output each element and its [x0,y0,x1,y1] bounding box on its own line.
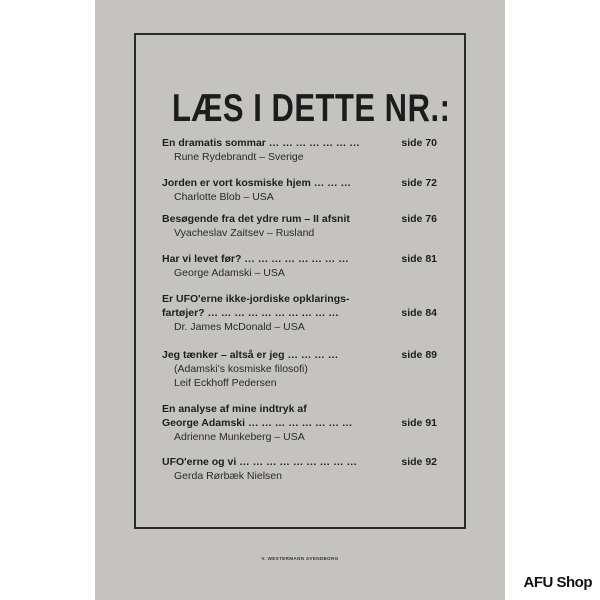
entry-title-line [162,136,437,150]
contents-entry [162,136,437,164]
entry-title-line [162,292,437,306]
entry-author: (Adamski's kosmiske filosofi) [174,363,308,375]
contents-entry [162,402,437,444]
entry-title: Jorden er vort kosmiske hjem … … … [162,177,352,189]
entry-author: Charlotte Blob – USA [174,191,274,203]
entry-title: En analyse af mine indtryk af [162,403,307,415]
entry-author: Rune Rydebrandt – Sverige [174,151,304,163]
entry-title-line [162,416,437,430]
shop-watermark: AFU Shop [523,574,592,591]
contents-entry [162,292,437,334]
entry-title-line [162,348,437,362]
entry-title-line [162,176,437,190]
entry-page: side 91 [401,417,437,429]
entry-title-line [162,455,437,469]
entry-author: Dr. James McDonald – USA [174,321,305,333]
contents-entry [162,455,437,483]
entry-title: Jeg tænker – altså er jeg … … … … [162,349,339,361]
contents-entry [162,176,437,204]
entry-title: Besøgende fra det ydre rum – II afsnit [162,213,350,225]
entry-title-line [162,252,437,266]
contents-entry [162,252,437,280]
entry-title: Er UFO'erne ikke-jordiske opklarings- [162,293,350,305]
entry-author: Adrienne Munkeberg – USA [174,431,305,443]
entry-title: Har vi levet før? … … … … … … … … [162,253,349,265]
entry-author: Vyacheslav Zaitsev – Rusland [174,227,315,239]
entry-title-line [162,306,437,320]
entry-page: side 81 [401,253,437,265]
contents-entry [162,348,437,390]
entry-page: side 70 [401,137,437,149]
entry-title-line [162,402,437,416]
entry-title: En dramatis sommar … … … … … … … [162,137,360,149]
entry-page: side 92 [401,456,437,468]
entry-page: side 76 [401,213,437,225]
entry-page: side 89 [401,349,437,361]
page-title: LÆS I DETTE NR.: [172,86,451,130]
entry-page: side 72 [401,177,437,189]
entry-author: George Adamski – USA [174,267,285,279]
printer-imprint: V. WESTERMANN SVENDBORG [261,556,339,561]
entry-page: side 84 [401,307,437,319]
entry-title: George Adamski … … … … … … … … [162,417,353,429]
entry-title: UFO'erne og vi … … … … … … … … … [162,456,358,468]
entry-author: Gerda Rørbæk Nielsen [174,470,282,482]
entry-author: Leif Eckhoff Pedersen [174,377,277,389]
contents-entry [162,212,437,240]
entry-title-line [162,212,437,226]
entry-title: fartøjer? … … … … … … … … … … [162,307,339,319]
